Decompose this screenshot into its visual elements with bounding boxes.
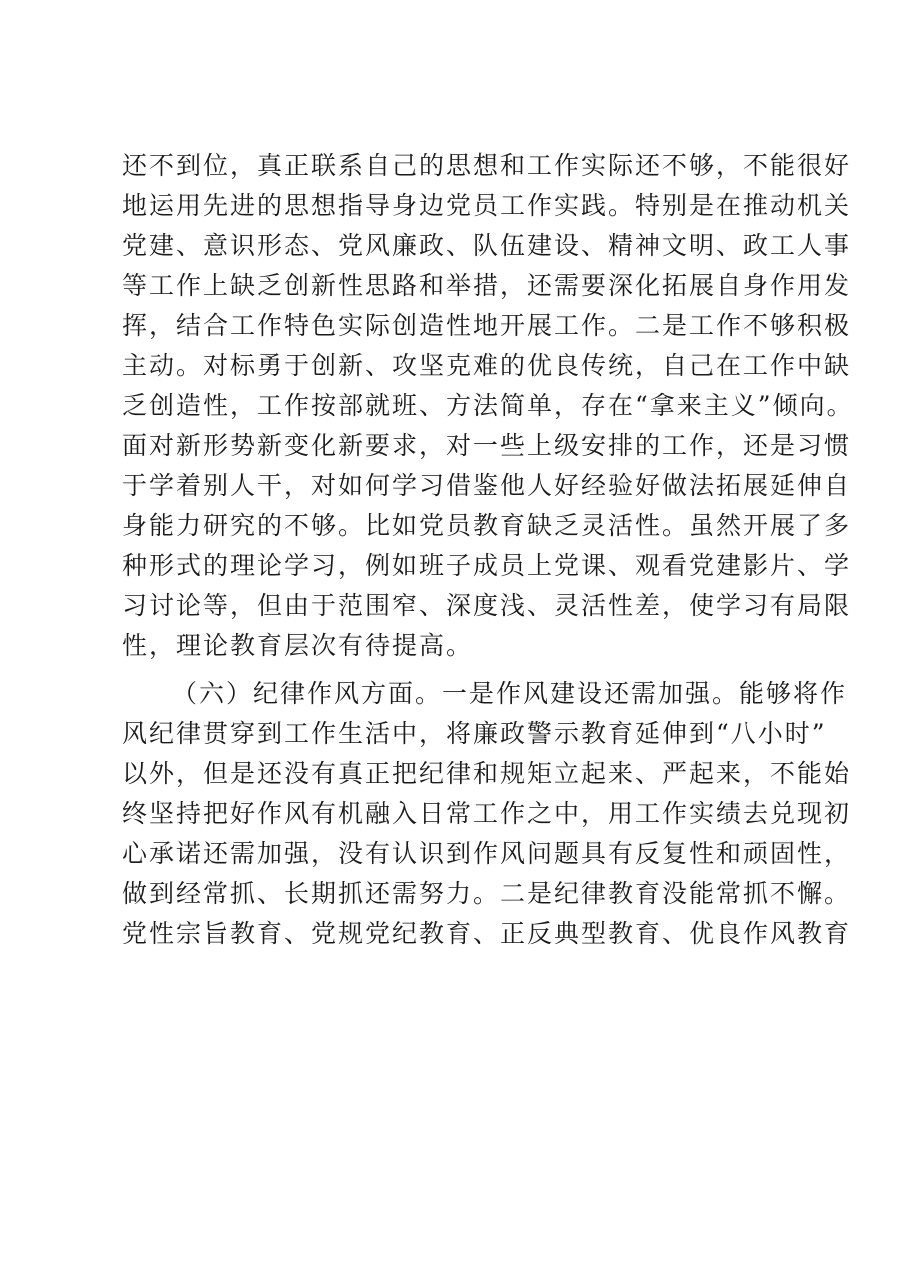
text-line: 地运用先进的思想指导身边党员工作实践。特别是在推动机关 — [122, 191, 852, 220]
paragraph-gap — [122, 666, 822, 674]
text-line: 风纪律贯穿到工作生活中，将廉政警示教育延伸到“八小时” — [122, 719, 827, 748]
text-line: 以外，但是还没有真正把纪律和规矩立起来、严起来，不能始 — [122, 759, 852, 788]
text-line: 面对新形势新变化新要求，对一些上级安排的工作，还是习惯 — [122, 431, 852, 460]
text-line: 还不到位，真正联系自己的思想和工作实际还不够，不能很好 — [122, 151, 852, 180]
text-line: 身能力研究的不够。比如党员教育缺乏灵活性。虽然开展了多 — [122, 511, 852, 540]
text-line: 主动。对标勇于创新、攻坚克难的优良传统，自己在工作中缺 — [122, 351, 852, 380]
text-line: 乏创造性，工作按部就班、方法简单，存在“拿来主义”倾向。 — [122, 391, 854, 420]
paragraph-1 — [122, 146, 854, 666]
text-line: 做到经常抓、长期抓还需努力。二是纪律教育没能常抓不懈。 — [122, 879, 852, 908]
text-line: （六）纪律作风方面。一是作风建设还需加强。能够将作 — [172, 679, 848, 708]
text-line: 于学着别人干，对如何学习借鉴他人好经验好做法拓展延伸自 — [122, 471, 852, 500]
text-line: 终坚持把好作风有机融入日常工作之中，用工作实绩去兑现初 — [122, 799, 852, 828]
text-line: 挥，结合工作特色实际创造性地开展工作。二是工作不够积极 — [122, 311, 852, 340]
text-line: 性，理论教育层次有待提高。 — [122, 631, 474, 660]
text-line: 心承诺还需加强，没有认识到作风问题具有反复性和顽固性， — [122, 839, 852, 868]
text-line: 种形式的理论学习，例如班子成员上党课、观看党建影片、学 — [122, 551, 852, 580]
text-line: 党性宗旨教育、党规党纪教育、正反典型教育、优良作风教育 — [122, 919, 852, 948]
paragraph-2 — [122, 674, 852, 954]
document-body — [122, 146, 854, 954]
text-line: 习讨论等，但由于范围窄、深度浅、灵活性差，使学习有局限 — [122, 591, 852, 620]
text-line: 党建、意识形态、党风廉政、队伍建设、精神文明、政工人事 — [122, 231, 852, 260]
text-line: 等工作上缺乏创新性思路和举措，还需要深化拓展自身作用发 — [122, 271, 852, 300]
